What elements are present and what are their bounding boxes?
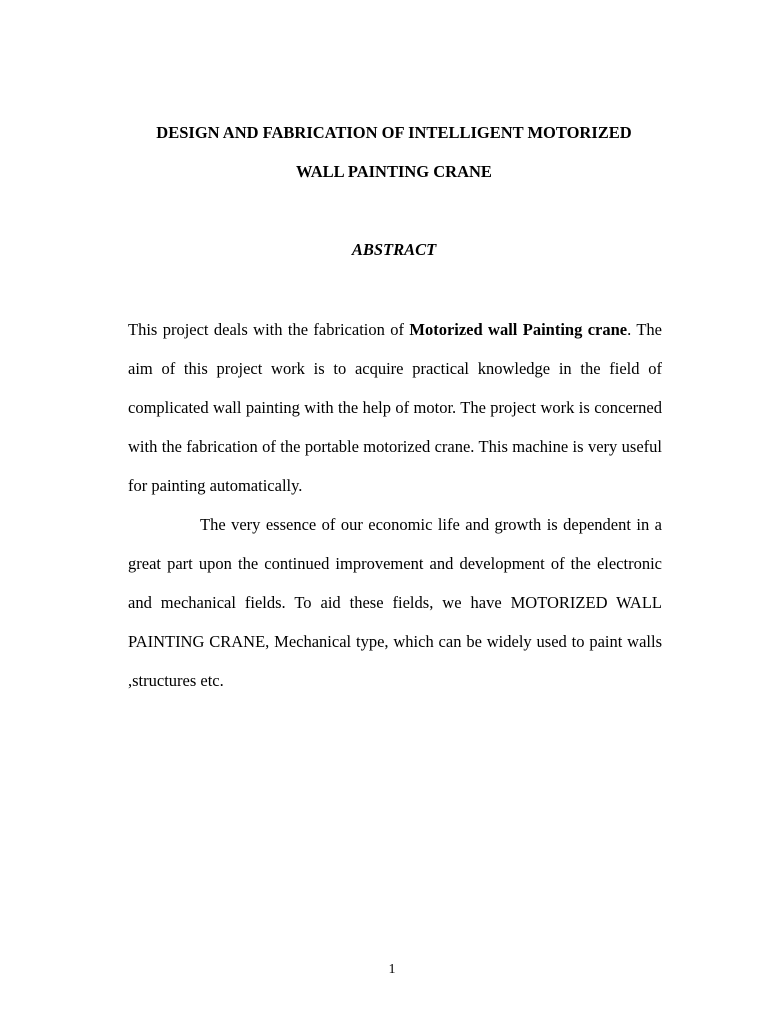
- document-title-line-2: WALL PAINTING CRANE: [296, 162, 492, 181]
- paragraph-1-bold-term: Motorized wall Painting crane: [409, 320, 628, 339]
- page-number: 1: [388, 962, 396, 977]
- section-heading-abstract: ABSTRACT: [351, 240, 437, 259]
- document-title-line-1: DESIGN AND FABRICATION OF INTELLIGENT MOTORIZED: [156, 123, 632, 142]
- abstract-paragraph-2: The very essence of our economic life and growth is dependent in a great part upon the continued improvement and development of the electronic and mechanical fields. To aid these fields, we have MOTORIZED WALL PAINTING CRANE, Mechanical type, which can be widely used to paint walls ,structures etc.: [128, 515, 662, 690]
- paragraph-1-text-start: This project deals with the fabrication of: [128, 320, 410, 339]
- abstract-paragraph-1: [128, 310, 662, 505]
- paragraph-1-text-end: . The aim of this project work is to acquire practical knowledge in the field of complicated wall painting with the help of motor. The project work is concerned with the fabrication of the portable motorized crane. This machine is very useful for painting automatically.: [128, 320, 662, 495]
